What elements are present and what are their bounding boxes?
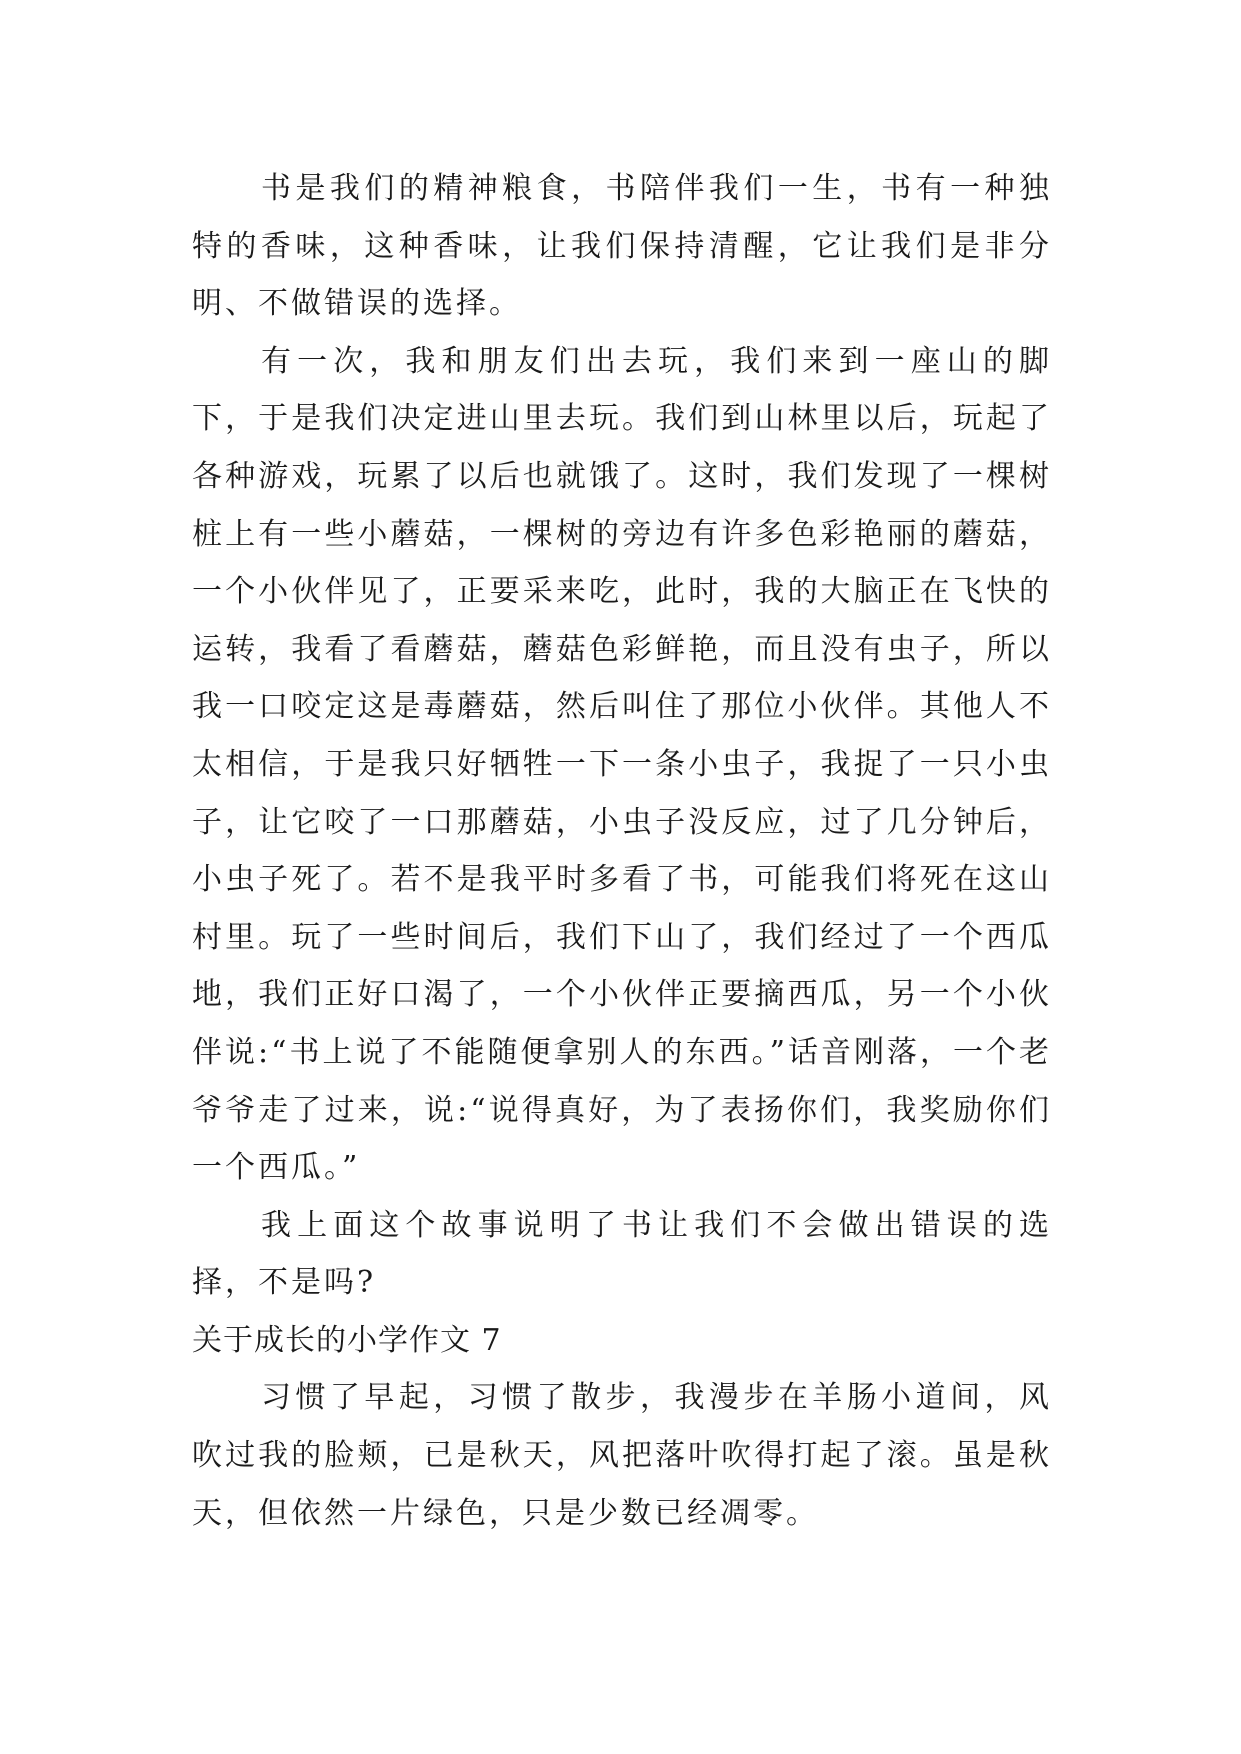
essay-heading: 关于成长的小学作文 7 <box>192 1322 502 1358</box>
paragraph-book-intro: 书是我们的精神粮食，书陪伴我们一生，书有一种独特的香味，这种香味，让我们保持清醒，它让我们是非分明、不做错误的选择。 <box>192 171 1052 322</box>
paragraph-autumn-walk: 习惯了早起，习惯了散步，我漫步在羊肠小道间，风吹过我的脸颊，已是秋天，风把落叶吹得打起了滚。虽是秋天，但依然一片绿色，只是少数已经凋零。 <box>192 1380 1052 1531</box>
document-body <box>192 160 1052 1542</box>
paragraph-story-conclusion: 我上面这个故事说明了书让我们不会做出错误的选择，不是吗? <box>192 1207 1052 1301</box>
paragraph-mountain-story: 有一次，我和朋友们出去玩，我们来到一座山的脚下，于是我们决定进山里去玩。我们到山林里以后，玩起了各种游戏，玩累了以后也就饿了。这时，我们发现了一棵树桩上有一些小蘑菇，一棵树的旁边有许多色彩艳丽的蘑菇，一个小伙伴见了，正要采来吃，此时，我的大脑正在飞快的运转，我看了看蘑菇，蘑菇色彩鲜艳，而且没有虫子，所以我一口咬定这是毒蘑菇，然后叫住了那位小伙伴。其他人不太相信，于是我只好牺牲一下一条小虫子，我捉了一只小虫子，让它咬了一口那蘑菇，小虫子没反应，过了几分钟后，小虫子死了。若不是我平时多看了书，可能我们将死在这山村里。玩了一些时间后，我们下山了，我们经过了一个西瓜地，我们正好口渴了，一个小伙伴正要摘西瓜，另一个小伙伴说:“书上说了不能随便拿别人的东西。”话音刚落，一个老爷爷走了过来，说:“说得真好，为了表扬你们，我奖励你们一个西瓜。” <box>192 343 1052 1186</box>
